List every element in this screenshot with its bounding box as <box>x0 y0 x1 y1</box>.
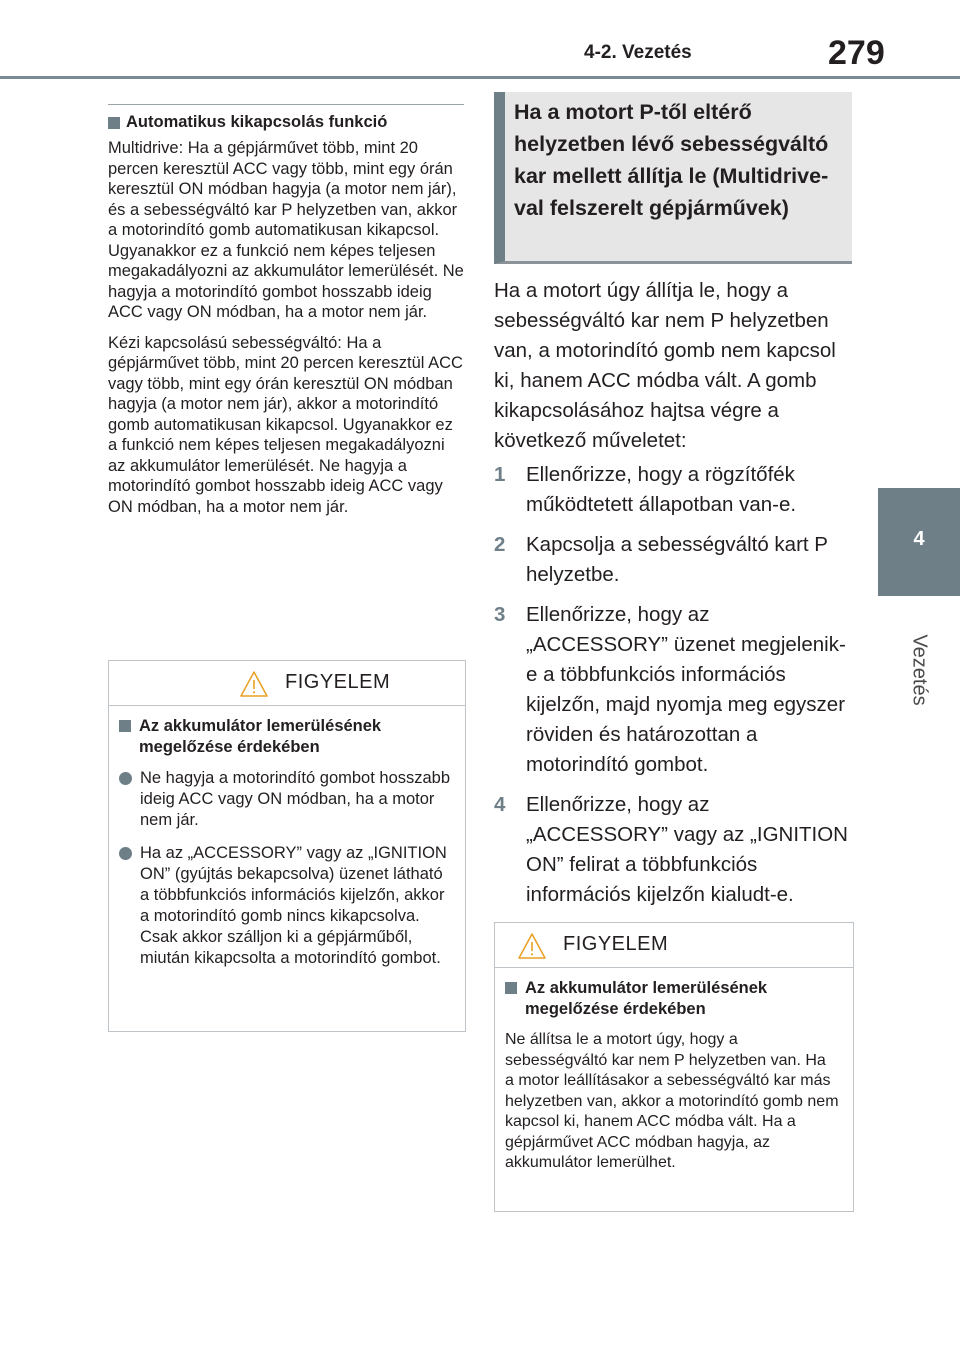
step-number: 2 <box>494 533 506 556</box>
warning-box-left <box>108 660 466 1032</box>
multidrive-paragraph: Multidrive: Ha a gépjárművet több, mint 20 percen keresztül ACC vagy több, mint egy órán keresztül ON módban hagyja (a motor nem jár), és a sebességváltó kar P helyzetben van, akkor a motorindító gomb automatikusan kikapcsol. Ugyanakkor ez a funkció nem képes teljesen megakadályozni az akkumulátor lemerülését. Ne hagyja a motorindító gombot hosszabb ideig ACC vagy ON módban, ha a motor nem jár. <box>108 139 464 321</box>
warning-box-right <box>494 922 854 1212</box>
header-rule <box>0 76 960 79</box>
warning-title: FIGYELEM <box>285 671 391 693</box>
bullet-text: Ha az „ACCESSORY” vagy az „IGNITION ON” (gyújtás bekapcsolva) üzenet látható a többfunkciós információs kijelzőn, akkor a motorindító gomb nincs kikapcsolva. Csak akkor szálljon ki a gépjárműből, miután kikapcsolta a motorindító gombot. <box>140 844 447 967</box>
step-item <box>494 530 852 590</box>
list-item <box>119 843 451 969</box>
step-text: Ellenőrizze, hogy az „ACCESSORY” vagy az „IGNITION ON” felirat a többfunkciós információs kijelzőn kialudt-e. <box>526 793 848 906</box>
square-bullet-icon <box>119 720 131 732</box>
square-bullet-icon <box>505 982 517 994</box>
section-rule <box>108 104 464 105</box>
warning-body <box>109 706 465 991</box>
step-number: 3 <box>494 603 506 626</box>
step-item <box>494 790 852 910</box>
warning-title: FIGYELEM <box>563 933 669 955</box>
step-text: Kapcsolja a sebességváltó kart P helyzetbe. <box>526 533 828 586</box>
round-bullet-icon <box>119 772 132 785</box>
right-column <box>494 276 852 920</box>
list-item <box>119 768 451 831</box>
subheading-text: Automatikus kikapcsolás funkció <box>126 113 388 131</box>
round-bullet-icon <box>119 847 132 860</box>
step-text: Ellenőrizze, hogy a rögzítőfék működtetett állapotban van-e. <box>526 463 797 516</box>
step-item <box>494 600 852 780</box>
section-heading-box <box>494 92 852 264</box>
intro-paragraph: Ha a motort úgy állítja le, hogy a sebességváltó kar nem P helyzetben van, a motorindító gomb nem kapcsol ki, hanem ACC módba vált. A gomb kikapcsolásához hajtsa végre a következő műveletet: <box>494 279 836 452</box>
step-number: 4 <box>494 793 506 816</box>
step-number: 1 <box>494 463 506 486</box>
chapter-tab <box>878 488 960 596</box>
warning-text: Ne állítsa le a motort úgy, hogy a sebességváltó kar nem P helyzetben van. Ha a motor leállításakor a sebességváltó kar más helyzetben van, akkor a motorindító gomb nem kapcsol ki, hanem ACC módba vált. Ha a gépjárművet ACC módban hagyja, az akkumulátor lemerülhet. <box>505 1031 839 1171</box>
step-text: Ellenőrizze, hogy az „ACCESSORY” üzenet megjelenik-e a többfunkciós információs kijelzőn, majd nyomja meg egyszer röviden és határozottan a motorindító gombot. <box>526 603 846 776</box>
left-column <box>108 104 464 527</box>
warning-header <box>109 661 465 706</box>
warning-subheading-text: Az akkumulátor lemerülésének megelőzése érdekében <box>139 717 382 756</box>
chapter-label-area <box>878 600 960 740</box>
warning-triangle-icon <box>239 670 269 698</box>
warning-triangle-icon <box>517 932 547 960</box>
warning-subheading <box>505 978 839 1020</box>
warning-subheading <box>119 716 451 758</box>
chapter-label: Vezetés <box>908 634 931 706</box>
warning-header <box>495 923 853 968</box>
page-number: 279 <box>828 34 885 72</box>
square-bullet-icon <box>108 117 120 129</box>
auto-off-subheading <box>108 113 464 132</box>
section-label: 4-2. Vezetés <box>584 42 692 63</box>
warning-body <box>495 968 853 1184</box>
step-item <box>494 460 852 520</box>
bullet-text: Ne hagyja a motorindító gombot hosszabb ideig ACC vagy ON módban, ha a motor nem jár. <box>140 769 451 829</box>
warning-subheading-text: Az akkumulátor lemerülésének megelőzése érdekében <box>525 979 768 1018</box>
chapter-number: 4 <box>913 528 925 550</box>
manual-paragraph: Kézi kapcsolású sebességváltó: Ha a gépjárművet több, mint 20 percen keresztül ACC vagy több, mint egy órán keresztül ON módban hagyja (a motor nem jár), akkor a motorindító gomb automatikusan kikapcsol. Ugyanakkor ez a funkció nem képes teljesen megakadályozni az akkumulátor lemerülését. Ne hagyja a motorindító gombot hosszabb ideig ACC vagy ON módban, ha a motor nem jár. <box>108 333 463 516</box>
section-heading: Ha a motort P-től eltérő helyzetben lévő sebességváltó kar mellett állítja le (Multidrive-val felszerelt gépjárművek) <box>514 100 829 220</box>
